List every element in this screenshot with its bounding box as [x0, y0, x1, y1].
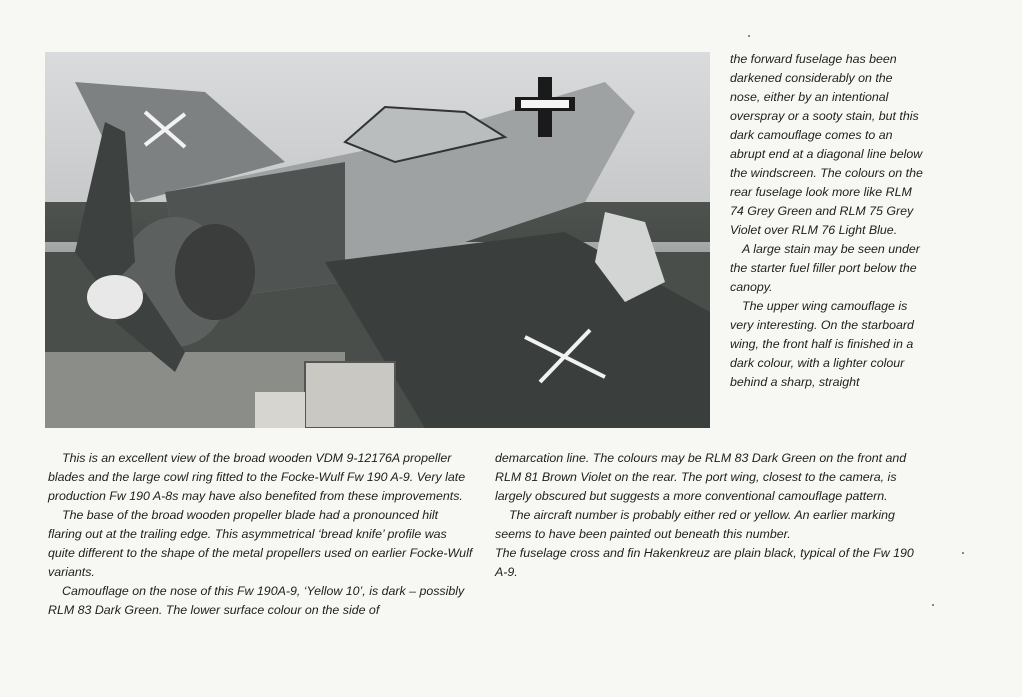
left-paragraph-2: The base of the broad wooden propeller blade had a pronounced hilt flaring out at the trailing edge. This asymmetrical ‘bread knife’ profile was quite different to the shape of the metal propellers used on earlier Focke-Wulf variants. [48, 508, 473, 579]
spinner [87, 275, 143, 319]
engine [175, 224, 255, 320]
photo-illustration [45, 52, 710, 428]
bottom-right-column-text [495, 449, 915, 582]
right-bottom-paragraph-1: demarcation line. The colours may be RLM 83 Dark Green on the front and RLM 81 Brown Violet on the rear. The port wing, closest to the camera, is largely obscured but suggests a more conventional camouflage pattern. [495, 451, 907, 503]
left-paragraph-3: Camouflage on the nose of this Fw 190A-9, ‘Yellow 10’, is dark – possibly RLM 83 Dark Green. The lower surface colour on the side of [48, 584, 465, 617]
fuselage-cross-outline [521, 100, 569, 108]
paper-speck [932, 604, 934, 606]
crate-small [255, 392, 305, 428]
wooden-crate [305, 362, 395, 428]
right-column-text [730, 50, 925, 392]
left-paragraph-1: This is an excellent view of the broad wooden VDM 9-12176A propeller blades and the large cowl ring fitted to the Focke-Wulf Fw 190 A-9. Very late production Fw 190 A-8s may have also benefited from these improvements. [48, 451, 466, 503]
paper-speck [962, 552, 964, 554]
right-paragraph-2: A large stain may be seen under the starter fuel filler port below the canopy. [730, 242, 920, 294]
bottom-left-column-text [48, 449, 473, 620]
right-paragraph-1: the forward fuselage has been darkened considerably on the nose, either by an intentional overspray or a sooty stain, but this dark camouflage comes to an abrupt end at a diagonal line below the windscreen. The colours on the rear fuselage look more like RLM 74 Grey Green and RLM 75 Grey Violet over RLM 76 Light Blue. [730, 52, 923, 237]
right-bottom-paragraph-2: The aircraft number is probably either red or yellow. An earlier marking seems to have been painted out beneath this number. [495, 508, 895, 541]
aircraft-wreck-photo [45, 52, 710, 428]
right-bottom-paragraph-3: The fuselage cross and fin Hakenkreuz are plain black, typical of the Fw 190 A-9. [495, 546, 914, 579]
right-paragraph-3: The upper wing camouflage is very interesting. On the starboard wing, the front half is finished in a dark colour, with a lighter colour behind a sharp, straight [730, 299, 914, 389]
paper-speck [748, 35, 750, 37]
